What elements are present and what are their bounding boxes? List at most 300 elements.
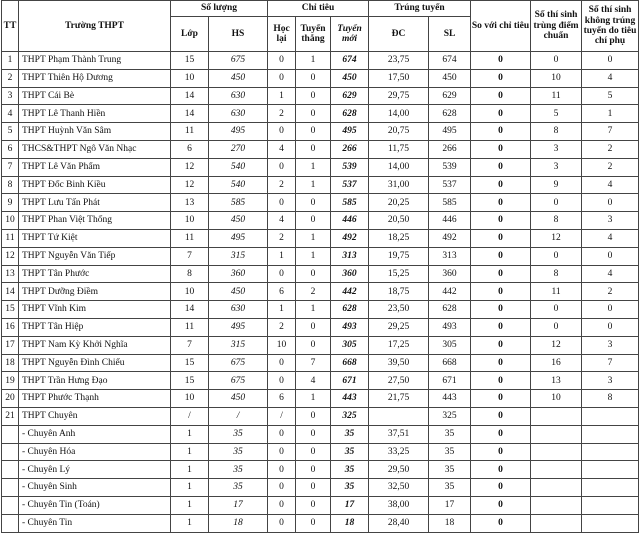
cell-tt: 6 bbox=[2, 140, 19, 158]
cell-tuyen-thang: 0 bbox=[296, 265, 331, 283]
table-row bbox=[2, 212, 639, 230]
cell-tuyen-thang: 1 bbox=[296, 247, 331, 265]
cell-sl: 313 bbox=[429, 247, 471, 265]
cell-trung-diem-chuan: 16 bbox=[531, 354, 582, 372]
header-so-voi-chi-tieu: So với chỉ tiêu bbox=[471, 1, 531, 52]
cell-tuyen-thang: 0 bbox=[296, 140, 331, 158]
cell-khong-trung-tuyen: 0 bbox=[582, 247, 639, 265]
table-row bbox=[2, 479, 639, 497]
cell-dc: 14,00 bbox=[369, 158, 429, 176]
cell-school: THPT Lê Thanh Hiền bbox=[19, 105, 171, 123]
cell-khong-trung-tuyen bbox=[582, 443, 639, 461]
table-row bbox=[2, 425, 639, 443]
cell-trung-diem-chuan bbox=[531, 514, 582, 532]
cell-khong-trung-tuyen bbox=[582, 479, 639, 497]
cell-tuyen-moi: 492 bbox=[331, 229, 369, 247]
cell-tuyen-thang: 0 bbox=[296, 496, 331, 514]
cell-sl: 266 bbox=[429, 140, 471, 158]
cell-sl: 325 bbox=[429, 407, 471, 425]
cell-tuyen-moi: 493 bbox=[331, 318, 369, 336]
cell-dc: 29,50 bbox=[369, 461, 429, 479]
cell-lop: 11 bbox=[171, 318, 209, 336]
table-row bbox=[2, 105, 639, 123]
cell-school: THPT Nam Kỳ Khởi Nghĩa bbox=[19, 336, 171, 354]
cell-hoc-lai: 4 bbox=[268, 140, 296, 158]
cell-trung-diem-chuan: 10 bbox=[531, 69, 582, 87]
cell-tt: 15 bbox=[2, 301, 19, 319]
header-school: Trường THPT bbox=[19, 1, 171, 52]
cell-hs: 270 bbox=[209, 140, 268, 158]
cell-hoc-lai: 6 bbox=[268, 390, 296, 408]
cell-school: THPT Phan Việt Thống bbox=[19, 212, 171, 230]
header-khong-trung-tuyen: Số thí sinh không trúng tuyển do tiêu chí phụ bbox=[582, 1, 639, 52]
cell-dc: 39,50 bbox=[369, 354, 429, 372]
cell-sl: 450 bbox=[429, 69, 471, 87]
cell-tuyen-moi: 495 bbox=[331, 123, 369, 141]
cell-tuyen-thang: 1 bbox=[296, 176, 331, 194]
cell-tt bbox=[2, 496, 19, 514]
cell-hs: 450 bbox=[209, 69, 268, 87]
cell-trung-diem-chuan bbox=[531, 479, 582, 497]
cell-school: THPT Cái Bè bbox=[19, 87, 171, 105]
cell-so-voi: 0 bbox=[471, 140, 531, 158]
cell-tuyen-thang: 1 bbox=[296, 390, 331, 408]
cell-sl: 35 bbox=[429, 461, 471, 479]
cell-school: THPT Phạm Thành Trung bbox=[19, 52, 171, 70]
cell-tuyen-thang: 2 bbox=[296, 283, 331, 301]
cell-dc: 21,75 bbox=[369, 390, 429, 408]
cell-dc: 38,00 bbox=[369, 496, 429, 514]
cell-sl: 17 bbox=[429, 496, 471, 514]
cell-lop: 10 bbox=[171, 69, 209, 87]
cell-trung-diem-chuan: 0 bbox=[531, 194, 582, 212]
cell-trung-diem-chuan bbox=[531, 407, 582, 425]
cell-tt: 16 bbox=[2, 318, 19, 336]
cell-dc: 20,25 bbox=[369, 194, 429, 212]
cell-sl: 492 bbox=[429, 229, 471, 247]
cell-tuyen-thang: 0 bbox=[296, 123, 331, 141]
cell-hs: 450 bbox=[209, 390, 268, 408]
cell-hs: 585 bbox=[209, 194, 268, 212]
cell-tuyen-thang: 0 bbox=[296, 212, 331, 230]
cell-khong-trung-tuyen: 0 bbox=[582, 318, 639, 336]
cell-dc: 31,00 bbox=[369, 176, 429, 194]
header-tt: TT bbox=[2, 1, 19, 52]
cell-tuyen-thang: 0 bbox=[296, 194, 331, 212]
cell-tt: 10 bbox=[2, 212, 19, 230]
cell-dc: 32,50 bbox=[369, 479, 429, 497]
cell-tuyen-thang: 1 bbox=[296, 158, 331, 176]
cell-tuyen-thang: 1 bbox=[296, 229, 331, 247]
cell-khong-trung-tuyen: 3 bbox=[582, 372, 639, 390]
cell-school: - Chuyên Anh bbox=[19, 425, 171, 443]
cell-hoc-lai: 0 bbox=[268, 123, 296, 141]
cell-lop: 12 bbox=[171, 158, 209, 176]
cell-lop: 10 bbox=[171, 390, 209, 408]
table-row bbox=[2, 301, 639, 319]
cell-hs: 315 bbox=[209, 247, 268, 265]
cell-hs: 630 bbox=[209, 301, 268, 319]
cell-school: THPT Tân Hiệp bbox=[19, 318, 171, 336]
cell-so-voi: 0 bbox=[471, 247, 531, 265]
table-row bbox=[2, 461, 639, 479]
cell-tt bbox=[2, 425, 19, 443]
cell-dc: 17,25 bbox=[369, 336, 429, 354]
table-row bbox=[2, 158, 639, 176]
cell-trung-diem-chuan: 11 bbox=[531, 87, 582, 105]
table-row bbox=[2, 283, 639, 301]
cell-sl: 443 bbox=[429, 390, 471, 408]
cell-so-voi: 0 bbox=[471, 479, 531, 497]
cell-dc: 15,25 bbox=[369, 265, 429, 283]
header-so-luong: Số lượng bbox=[171, 1, 268, 17]
cell-so-voi: 0 bbox=[471, 407, 531, 425]
cell-tuyen-moi: 674 bbox=[331, 52, 369, 70]
cell-school: THPT Nguyễn Đình Chiểu bbox=[19, 354, 171, 372]
cell-tuyen-thang: 4 bbox=[296, 372, 331, 390]
cell-so-voi: 0 bbox=[471, 283, 531, 301]
cell-trung-diem-chuan: 5 bbox=[531, 105, 582, 123]
cell-tuyen-moi: 585 bbox=[331, 194, 369, 212]
cell-so-voi: 0 bbox=[471, 176, 531, 194]
header-tuyen-moi: Tuyển mới bbox=[331, 17, 369, 52]
cell-lop: 7 bbox=[171, 336, 209, 354]
cell-dc: 37,51 bbox=[369, 425, 429, 443]
cell-khong-trung-tuyen: 2 bbox=[582, 283, 639, 301]
cell-dc: 18,25 bbox=[369, 229, 429, 247]
cell-khong-trung-tuyen: 7 bbox=[582, 123, 639, 141]
cell-school: - Chuyên Sinh bbox=[19, 479, 171, 497]
cell-trung-diem-chuan: 13 bbox=[531, 372, 582, 390]
cell-hs: 630 bbox=[209, 87, 268, 105]
cell-hs: 495 bbox=[209, 123, 268, 141]
cell-so-voi: 0 bbox=[471, 301, 531, 319]
cell-tuyen-moi: 266 bbox=[331, 140, 369, 158]
cell-so-voi: 0 bbox=[471, 372, 531, 390]
cell-lop: 15 bbox=[171, 372, 209, 390]
cell-hs: 540 bbox=[209, 158, 268, 176]
cell-sl: 35 bbox=[429, 443, 471, 461]
cell-tuyen-moi: 443 bbox=[331, 390, 369, 408]
cell-sl: 360 bbox=[429, 265, 471, 283]
cell-khong-trung-tuyen: 4 bbox=[582, 69, 639, 87]
admission-results-table bbox=[1, 0, 639, 533]
cell-tt: 13 bbox=[2, 265, 19, 283]
cell-tuyen-moi: 671 bbox=[331, 372, 369, 390]
cell-lop: 8 bbox=[171, 265, 209, 283]
table-row bbox=[2, 407, 639, 425]
cell-hoc-lai: 6 bbox=[268, 283, 296, 301]
cell-hoc-lai: / bbox=[268, 407, 296, 425]
cell-hs: 675 bbox=[209, 372, 268, 390]
cell-hoc-lai: 0 bbox=[268, 354, 296, 372]
cell-khong-trung-tuyen bbox=[582, 461, 639, 479]
cell-tuyen-moi: 17 bbox=[331, 496, 369, 514]
cell-school: THPT Dưỡng Điềm bbox=[19, 283, 171, 301]
cell-tuyen-thang: 1 bbox=[296, 52, 331, 70]
cell-khong-trung-tuyen: 0 bbox=[582, 301, 639, 319]
cell-so-voi: 0 bbox=[471, 229, 531, 247]
header-hoc-lai: Học lại bbox=[268, 17, 296, 52]
header-chi-tieu: Chỉ tiêu bbox=[268, 1, 369, 17]
cell-hoc-lai: 0 bbox=[268, 461, 296, 479]
table-row bbox=[2, 372, 639, 390]
cell-hs: 675 bbox=[209, 354, 268, 372]
cell-khong-trung-tuyen bbox=[582, 425, 639, 443]
cell-school: - Chuyên Hóa bbox=[19, 443, 171, 461]
cell-dc: 20,75 bbox=[369, 123, 429, 141]
cell-sl: 674 bbox=[429, 52, 471, 70]
cell-sl: 493 bbox=[429, 318, 471, 336]
cell-tt: 19 bbox=[2, 372, 19, 390]
cell-tuyen-thang: 0 bbox=[296, 479, 331, 497]
cell-school: - Chuyên Lý bbox=[19, 461, 171, 479]
cell-khong-trung-tuyen bbox=[582, 407, 639, 425]
cell-school: - Chuyên Tin bbox=[19, 514, 171, 532]
cell-hoc-lai: 0 bbox=[268, 496, 296, 514]
cell-tuyen-thang: 0 bbox=[296, 336, 331, 354]
cell-lop: 6 bbox=[171, 140, 209, 158]
cell-hs: 675 bbox=[209, 52, 268, 70]
cell-trung-diem-chuan: 12 bbox=[531, 336, 582, 354]
cell-khong-trung-tuyen bbox=[582, 514, 639, 532]
cell-hoc-lai: 4 bbox=[268, 212, 296, 230]
cell-hs: 17 bbox=[209, 496, 268, 514]
table-row bbox=[2, 354, 639, 372]
cell-tt: 20 bbox=[2, 390, 19, 408]
cell-lop: 14 bbox=[171, 301, 209, 319]
cell-tuyen-thang: 0 bbox=[296, 87, 331, 105]
cell-tuyen-thang: 0 bbox=[296, 514, 331, 532]
table-row bbox=[2, 140, 639, 158]
table-row bbox=[2, 514, 639, 532]
cell-dc: 28,40 bbox=[369, 514, 429, 532]
cell-sl: 305 bbox=[429, 336, 471, 354]
cell-hs: 35 bbox=[209, 443, 268, 461]
table-row bbox=[2, 52, 639, 70]
table-row bbox=[2, 247, 639, 265]
cell-lop: 1 bbox=[171, 461, 209, 479]
cell-school: THPT Huỳnh Văn Sâm bbox=[19, 123, 171, 141]
cell-tt bbox=[2, 443, 19, 461]
cell-hs: 18 bbox=[209, 514, 268, 532]
cell-so-voi: 0 bbox=[471, 425, 531, 443]
cell-trung-diem-chuan bbox=[531, 425, 582, 443]
cell-khong-trung-tuyen: 5 bbox=[582, 87, 639, 105]
header-trung-tuyen: Trúng tuyển bbox=[369, 1, 471, 17]
cell-tuyen-moi: 446 bbox=[331, 212, 369, 230]
cell-lop: 10 bbox=[171, 283, 209, 301]
cell-school: THPT Tân Phước bbox=[19, 265, 171, 283]
cell-hs: 35 bbox=[209, 461, 268, 479]
cell-lop: 13 bbox=[171, 194, 209, 212]
cell-dc: 33,25 bbox=[369, 443, 429, 461]
cell-tt: 12 bbox=[2, 247, 19, 265]
cell-trung-diem-chuan: 8 bbox=[531, 265, 582, 283]
cell-hoc-lai: 0 bbox=[268, 479, 296, 497]
cell-tuyen-moi: 629 bbox=[331, 87, 369, 105]
cell-sl: 35 bbox=[429, 479, 471, 497]
cell-school: THPT Thiên Hộ Dương bbox=[19, 69, 171, 87]
cell-so-voi: 0 bbox=[471, 194, 531, 212]
cell-lop: 10 bbox=[171, 212, 209, 230]
cell-sl: 628 bbox=[429, 105, 471, 123]
cell-tt bbox=[2, 461, 19, 479]
cell-lop: 11 bbox=[171, 229, 209, 247]
cell-khong-trung-tuyen: 2 bbox=[582, 158, 639, 176]
cell-tuyen-moi: 628 bbox=[331, 105, 369, 123]
cell-tt: 18 bbox=[2, 354, 19, 372]
cell-so-voi: 0 bbox=[471, 496, 531, 514]
cell-tt: 8 bbox=[2, 176, 19, 194]
cell-so-voi: 0 bbox=[471, 443, 531, 461]
table-row bbox=[2, 194, 639, 212]
cell-lop: 1 bbox=[171, 514, 209, 532]
cell-hs: 450 bbox=[209, 212, 268, 230]
cell-hoc-lai: 0 bbox=[268, 194, 296, 212]
cell-trung-diem-chuan bbox=[531, 443, 582, 461]
cell-tuyen-thang: 0 bbox=[296, 461, 331, 479]
table-row bbox=[2, 69, 639, 87]
cell-tuyen-thang: 0 bbox=[296, 318, 331, 336]
cell-dc: 23,50 bbox=[369, 301, 429, 319]
cell-tuyen-thang: 7 bbox=[296, 354, 331, 372]
cell-hoc-lai: 2 bbox=[268, 318, 296, 336]
cell-trung-diem-chuan: 8 bbox=[531, 212, 582, 230]
cell-so-voi: 0 bbox=[471, 212, 531, 230]
cell-tt: 11 bbox=[2, 229, 19, 247]
cell-khong-trung-tuyen bbox=[582, 496, 639, 514]
cell-dc: 20,50 bbox=[369, 212, 429, 230]
cell-tuyen-moi: 668 bbox=[331, 354, 369, 372]
cell-tuyen-thang: 0 bbox=[296, 443, 331, 461]
table-row bbox=[2, 229, 639, 247]
cell-tt: 1 bbox=[2, 52, 19, 70]
cell-hs: 495 bbox=[209, 229, 268, 247]
header-row-top bbox=[2, 1, 639, 17]
cell-tuyen-moi: 360 bbox=[331, 265, 369, 283]
cell-trung-diem-chuan: 9 bbox=[531, 176, 582, 194]
cell-khong-trung-tuyen: 4 bbox=[582, 265, 639, 283]
cell-tt bbox=[2, 479, 19, 497]
cell-tuyen-moi: 313 bbox=[331, 247, 369, 265]
cell-so-voi: 0 bbox=[471, 158, 531, 176]
cell-lop: / bbox=[171, 407, 209, 425]
cell-tt bbox=[2, 514, 19, 532]
cell-lop: 11 bbox=[171, 123, 209, 141]
cell-trung-diem-chuan: 0 bbox=[531, 301, 582, 319]
cell-hoc-lai: 1 bbox=[268, 301, 296, 319]
cell-sl: 495 bbox=[429, 123, 471, 141]
cell-tuyen-moi: 35 bbox=[331, 479, 369, 497]
cell-hoc-lai: 1 bbox=[268, 87, 296, 105]
cell-so-voi: 0 bbox=[471, 105, 531, 123]
cell-hoc-lai: 0 bbox=[268, 265, 296, 283]
cell-tuyen-moi: 305 bbox=[331, 336, 369, 354]
cell-tt: 9 bbox=[2, 194, 19, 212]
cell-school: THPT Vĩnh Kim bbox=[19, 301, 171, 319]
cell-lop: 7 bbox=[171, 247, 209, 265]
cell-school: THCS&THPT Ngô Văn Nhạc bbox=[19, 140, 171, 158]
header-trung-diem-chuan: Số thí sinh trùng điểm chuẩn bbox=[531, 1, 582, 52]
cell-hoc-lai: 0 bbox=[268, 443, 296, 461]
cell-dc bbox=[369, 407, 429, 425]
cell-lop: 12 bbox=[171, 176, 209, 194]
cell-hs: 360 bbox=[209, 265, 268, 283]
cell-hoc-lai: 0 bbox=[268, 425, 296, 443]
cell-sl: 539 bbox=[429, 158, 471, 176]
cell-school: - Chuyên Tin (Toán) bbox=[19, 496, 171, 514]
cell-school: THPT Lưu Tấn Phát bbox=[19, 194, 171, 212]
cell-tuyen-moi: 35 bbox=[331, 461, 369, 479]
cell-tuyen-moi: 442 bbox=[331, 283, 369, 301]
header-dc: ĐC bbox=[369, 17, 429, 52]
cell-sl: 446 bbox=[429, 212, 471, 230]
cell-khong-trung-tuyen: 3 bbox=[582, 336, 639, 354]
cell-dc: 29,75 bbox=[369, 87, 429, 105]
cell-lop: 15 bbox=[171, 52, 209, 70]
table-row bbox=[2, 87, 639, 105]
cell-lop: 1 bbox=[171, 479, 209, 497]
cell-khong-trung-tuyen: 0 bbox=[582, 52, 639, 70]
cell-school: THPT Nguyễn Văn Tiếp bbox=[19, 247, 171, 265]
cell-hs: 630 bbox=[209, 105, 268, 123]
table-row bbox=[2, 176, 639, 194]
cell-hoc-lai: 0 bbox=[268, 158, 296, 176]
cell-sl: 671 bbox=[429, 372, 471, 390]
cell-so-voi: 0 bbox=[471, 265, 531, 283]
cell-trung-diem-chuan: 0 bbox=[531, 247, 582, 265]
cell-khong-trung-tuyen: 4 bbox=[582, 176, 639, 194]
cell-tuyen-moi: 18 bbox=[331, 514, 369, 532]
cell-so-voi: 0 bbox=[471, 123, 531, 141]
cell-dc: 18,75 bbox=[369, 283, 429, 301]
cell-hoc-lai: 0 bbox=[268, 69, 296, 87]
cell-khong-trung-tuyen: 0 bbox=[582, 194, 639, 212]
cell-so-voi: 0 bbox=[471, 69, 531, 87]
cell-trung-diem-chuan: 0 bbox=[531, 52, 582, 70]
cell-tt: 3 bbox=[2, 87, 19, 105]
cell-tuyen-moi: 537 bbox=[331, 176, 369, 194]
cell-lop: 15 bbox=[171, 354, 209, 372]
cell-sl: 442 bbox=[429, 283, 471, 301]
cell-so-voi: 0 bbox=[471, 52, 531, 70]
cell-hs: 450 bbox=[209, 283, 268, 301]
cell-tuyen-thang: 0 bbox=[296, 105, 331, 123]
cell-lop: 1 bbox=[171, 443, 209, 461]
cell-tuyen-moi: 628 bbox=[331, 301, 369, 319]
cell-school: THPT Phước Thạnh bbox=[19, 390, 171, 408]
cell-tuyen-moi: 539 bbox=[331, 158, 369, 176]
cell-hoc-lai: 0 bbox=[268, 372, 296, 390]
cell-tt: 17 bbox=[2, 336, 19, 354]
cell-hoc-lai: 2 bbox=[268, 229, 296, 247]
cell-school: THPT Tứ Kiệt bbox=[19, 229, 171, 247]
table-row bbox=[2, 443, 639, 461]
cell-so-voi: 0 bbox=[471, 318, 531, 336]
cell-hoc-lai: 1 bbox=[268, 247, 296, 265]
cell-trung-diem-chuan: 11 bbox=[531, 283, 582, 301]
cell-dc: 29,25 bbox=[369, 318, 429, 336]
cell-khong-trung-tuyen: 7 bbox=[582, 354, 639, 372]
cell-tt: 21 bbox=[2, 407, 19, 425]
cell-sl: 537 bbox=[429, 176, 471, 194]
cell-sl: 585 bbox=[429, 194, 471, 212]
cell-hs: / bbox=[209, 407, 268, 425]
table-row bbox=[2, 318, 639, 336]
cell-so-voi: 0 bbox=[471, 336, 531, 354]
cell-tt: 14 bbox=[2, 283, 19, 301]
